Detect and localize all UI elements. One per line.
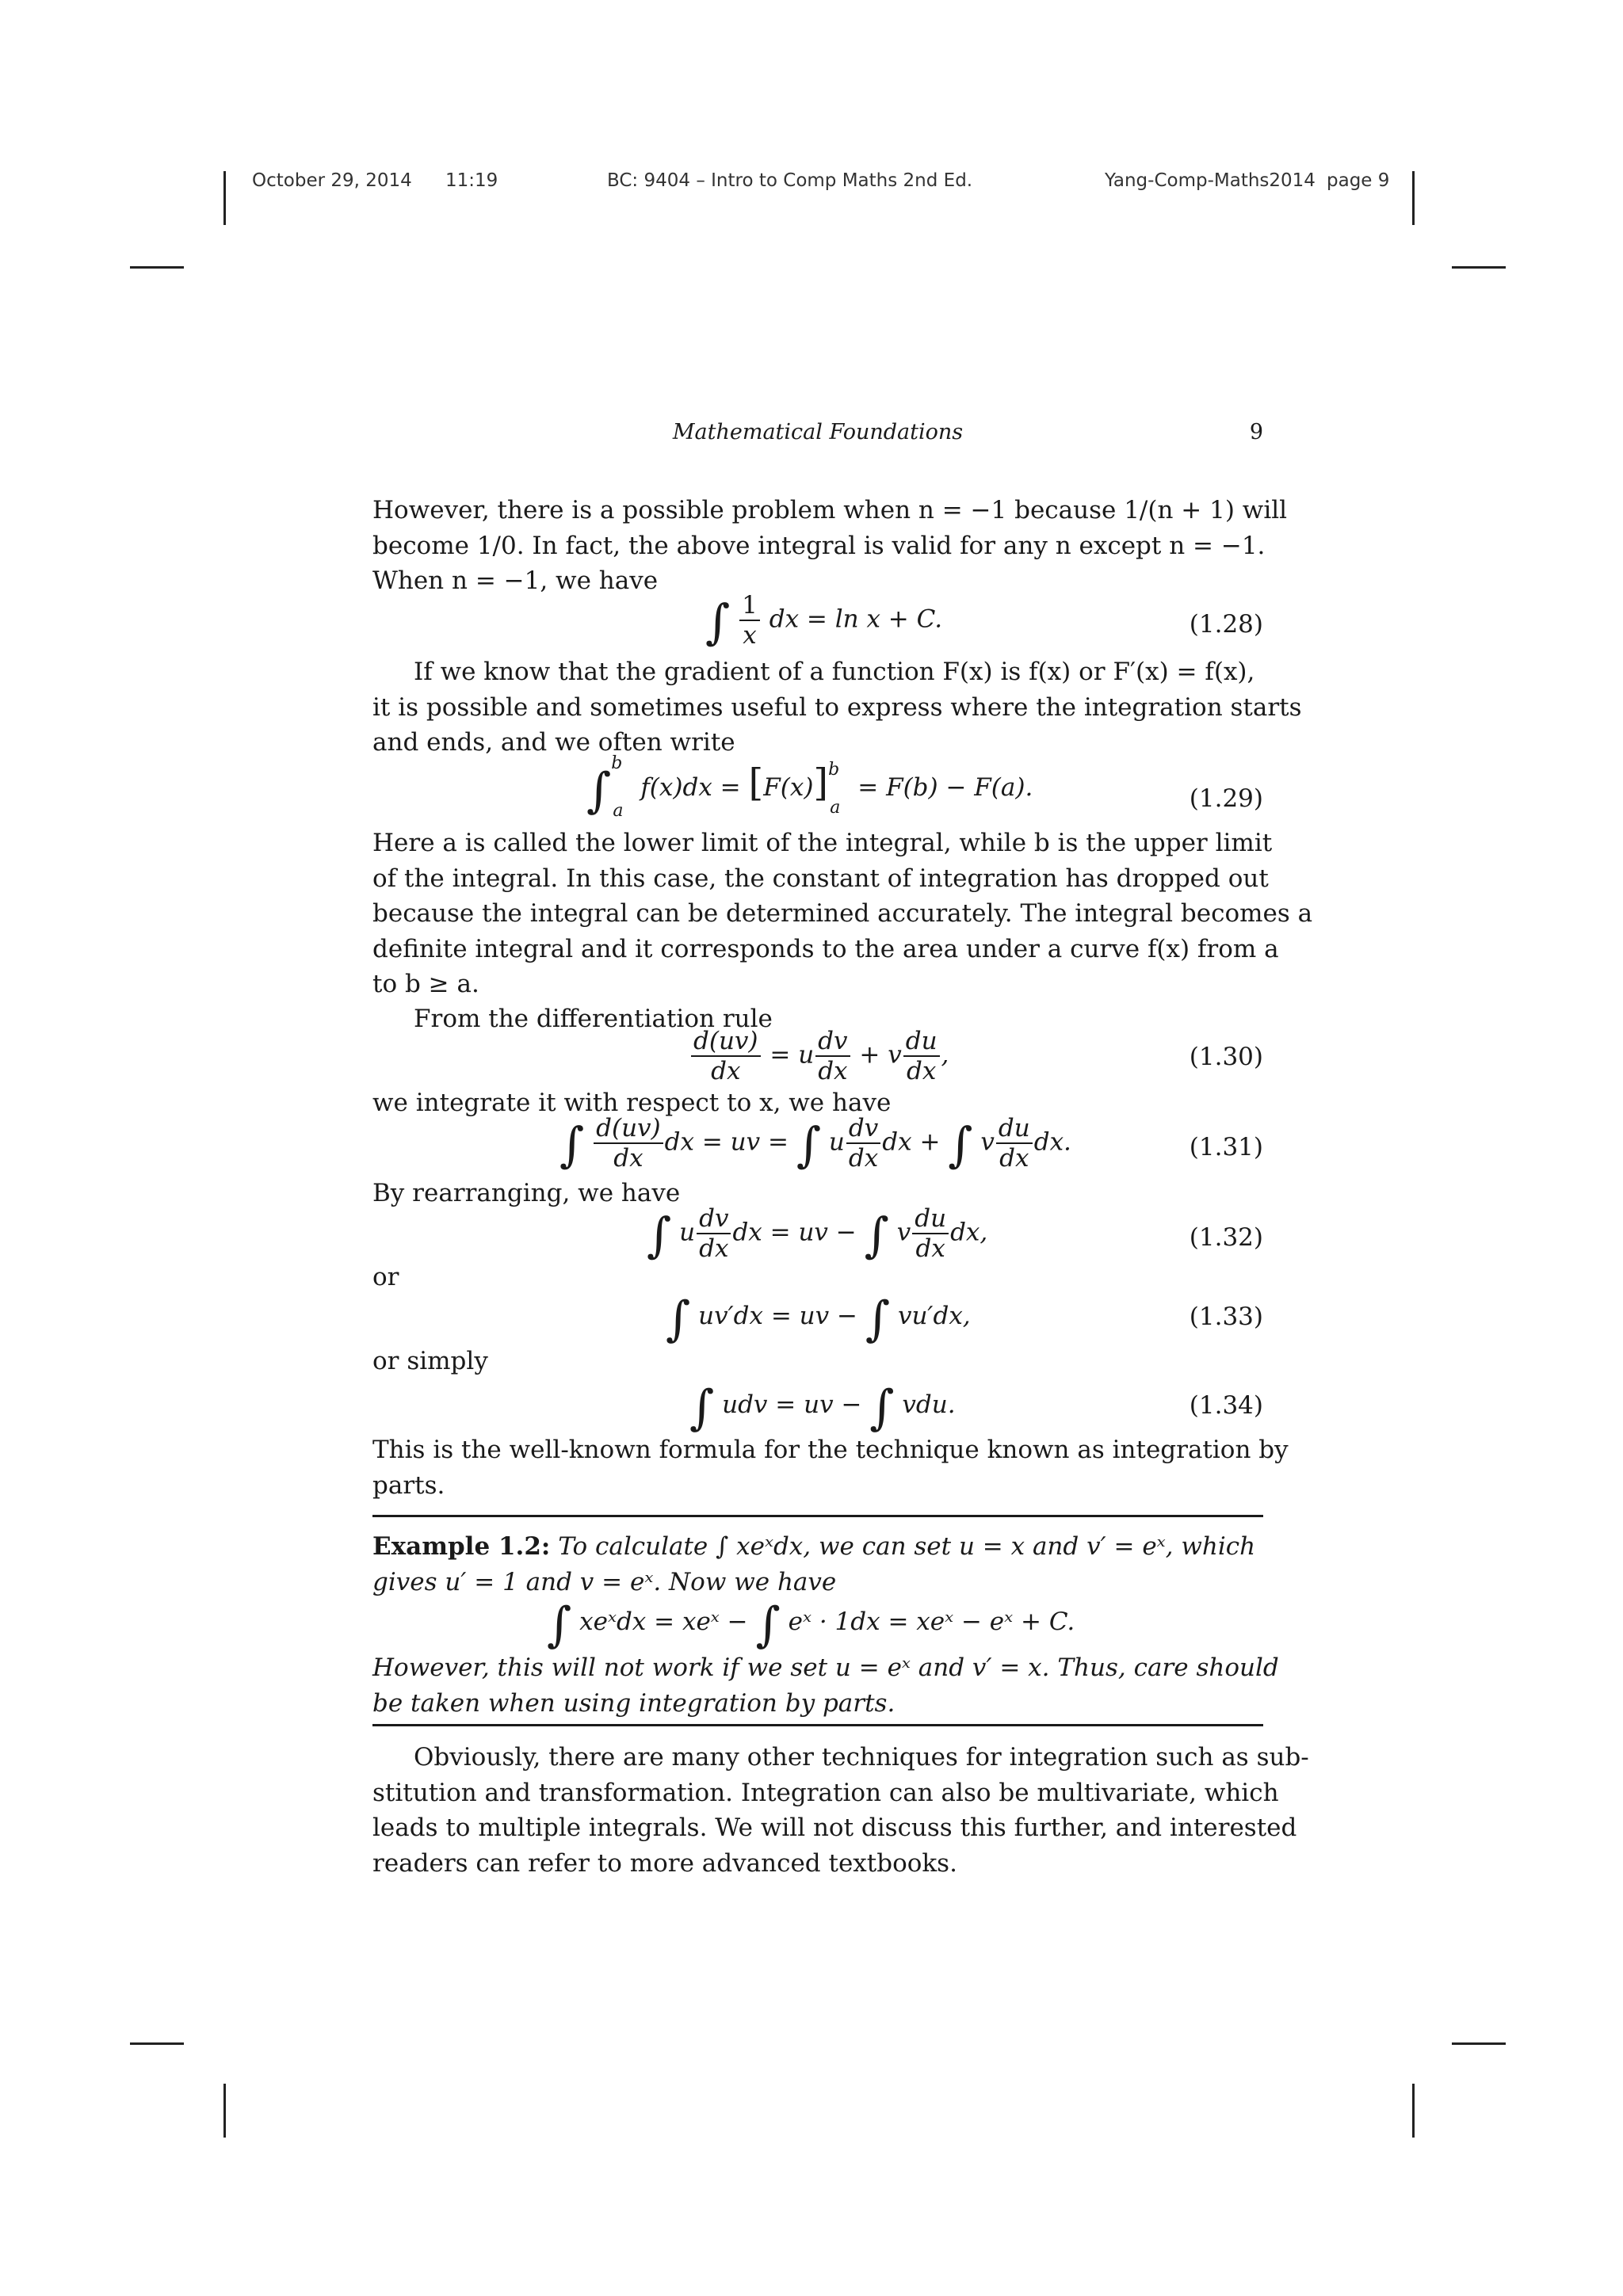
text-line: When n = −1, we have <box>372 566 659 595</box>
equation-tag: (1.31) <box>1189 1133 1263 1161</box>
example-equation-lhs: xeˣdx = xeˣ − <box>579 1608 748 1636</box>
equation-body: ∫ $\frac{1}{x}$ dx = ln x + C. <box>705 591 943 650</box>
equation-rhs: vu′dx, <box>897 1302 971 1330</box>
text-line: If we know that the gradient of a function F(x) is f(x) or F′(x) = f(x), <box>414 658 1255 686</box>
connector-or-simply <box>372 1344 1263 1379</box>
equation-rhs: = F(b) − F(a). <box>857 773 1033 802</box>
text-line: Here a is called the lower limit of the integral, while b is the upper limit <box>372 829 1273 857</box>
example-line: gives u′ = 1 and v = eˣ. Now we have <box>372 1567 837 1596</box>
example-line: be taken when using integration by parts. <box>372 1688 896 1718</box>
equation-1-31 <box>372 1114 1263 1185</box>
equation-tag: (1.30) <box>1189 1043 1263 1071</box>
crop-mark-bottom-left-horizontal <box>130 2042 184 2045</box>
text-line: become 1/0. In fact, the above integral is valid for any n except n = −1. <box>372 531 1266 560</box>
example-line <box>372 1529 1263 1565</box>
print-header <box>252 170 1390 202</box>
example-bottom-rule <box>372 1724 1263 1726</box>
equation-lhs: uv′dx = uv − <box>698 1302 857 1330</box>
text-line: By rearranging, we have <box>372 1179 681 1207</box>
header-date: October 29, 2014 <box>252 170 412 191</box>
equation-body: ∫ uv′dx = uv − ∫ vu′dx, <box>666 1291 971 1347</box>
text-line: However, there is a possible problem when n = −1 because 1/(n + 1) will <box>372 496 1288 524</box>
equation-rhs: vdu. <box>902 1390 956 1419</box>
paragraph-3 <box>372 826 1313 1002</box>
paragraph-8 <box>372 1740 1309 1881</box>
text-line: readers can refer to more advanced textbooks. <box>372 1848 957 1878</box>
text-line: it is possible and sometimes useful to express where the integration starts <box>372 692 1302 722</box>
equation-body: $\frac{d(uv)}{dx}$ = u $\frac{dv}{dx}$ + v $\frac{du}{dx}$ , <box>689 1027 949 1085</box>
equation-tag: (1.34) <box>1189 1391 1263 1420</box>
equation-tag: (1.33) <box>1189 1302 1263 1331</box>
text-line: of the integral. In this case, the constant of integration has dropped out <box>372 864 1269 893</box>
paragraph-7 <box>372 1432 1289 1503</box>
crop-mark-top-right-horizontal <box>1452 266 1506 269</box>
equation-1-28 <box>372 591 1263 662</box>
paragraph-2 <box>372 654 1302 761</box>
text-line: and ends, and we often write <box>372 728 735 757</box>
example-equation-rhs: eˣ · 1dx = xeˣ − eˣ + C. <box>788 1608 1075 1636</box>
text-line: leads to multiple integrals. We will not discuss this further, and interested <box>372 1814 1297 1842</box>
equation-1-30 <box>372 1027 1263 1090</box>
header-time: 11:19 <box>445 170 498 191</box>
page-number: 9 <box>1249 420 1263 444</box>
text-line: or <box>372 1263 399 1291</box>
text-line: parts. <box>372 1470 445 1500</box>
equation-body: ∫ udv = uv − ∫ vdu. <box>689 1380 956 1436</box>
equation-rhs: dx = ln x + C. <box>769 605 943 634</box>
crop-mark-bottom-left-vertical <box>223 2084 226 2138</box>
example-1-2 <box>372 1529 1279 1721</box>
text-line: Obviously, there are many other techniques for integration such as sub- <box>414 1743 1309 1772</box>
example-text: To calculate ∫ xeˣdx, we can set u = x and v′ = eˣ, which <box>558 1532 1256 1561</box>
text-line: we integrate it with respect to x, we have <box>372 1089 892 1117</box>
equation-tag: (1.28) <box>1189 610 1263 639</box>
text-line: or simply <box>372 1347 488 1375</box>
text-line: because the integral can be determined accurately. The integral becomes a <box>372 899 1313 928</box>
equation-body: ∫ $\frac{d(uv)}{dx}$ dx = uv = ∫ u $\frac{dv}{dx}$ dx + ∫ v $\frac{du}{dx}$ dx. <box>559 1114 1071 1173</box>
header-page: page 9 <box>1327 170 1390 191</box>
example-label: Example 1.2: <box>372 1532 551 1561</box>
example-equation: ∫ xeˣdx = xeˣ − ∫ eˣ · 1dx = xeˣ − eˣ + C. <box>547 1597 1075 1653</box>
text-line: stitution and transformation. Integration can also be multivariate, which <box>372 1778 1279 1807</box>
running-head-title: Mathematical Foundations <box>672 420 964 444</box>
text-line: definite integral and it corresponds to the area under a curve f(x) from a <box>372 934 1279 963</box>
text-line: to b ≥ a. <box>372 970 479 998</box>
header-book: BC: 9404 – Intro to Comp Maths 2nd Ed. <box>607 170 973 191</box>
equation-tag: (1.29) <box>1189 784 1263 813</box>
text-line: This is the well-known formula for the technique known as integration by <box>372 1436 1289 1464</box>
equation-lhs: udv = uv − <box>722 1390 862 1419</box>
equation-body: ∫$^b_a$ $f(x)dx = [F(x)]^b_a = F(b) - F(a)$. <box>586 753 1033 821</box>
crop-mark-bottom-right-vertical <box>1412 2084 1415 2138</box>
equation-body: ∫ u $\frac{dv}{dx}$ dx = uv − ∫ v $\frac{du}{dx}$ dx, <box>647 1204 988 1264</box>
running-head <box>372 420 1263 452</box>
equation-tag: (1.32) <box>1189 1223 1263 1252</box>
crop-mark-top-right-vertical <box>1412 171 1415 225</box>
crop-mark-top-left-horizontal <box>130 266 184 269</box>
crop-mark-bottom-right-horizontal <box>1452 2042 1506 2045</box>
example-line: However, this will not work if we set u = eˣ and v′ = x. Thus, care should <box>372 1653 1279 1682</box>
text-line: From the differentiation rule <box>414 1005 773 1033</box>
example-top-rule <box>372 1515 1263 1517</box>
header-file: Yang-Comp-Maths2014 <box>1105 170 1316 191</box>
paragraph-1 <box>372 493 1288 599</box>
crop-mark-top-left-vertical <box>223 171 226 225</box>
connector-or <box>372 1260 1263 1295</box>
